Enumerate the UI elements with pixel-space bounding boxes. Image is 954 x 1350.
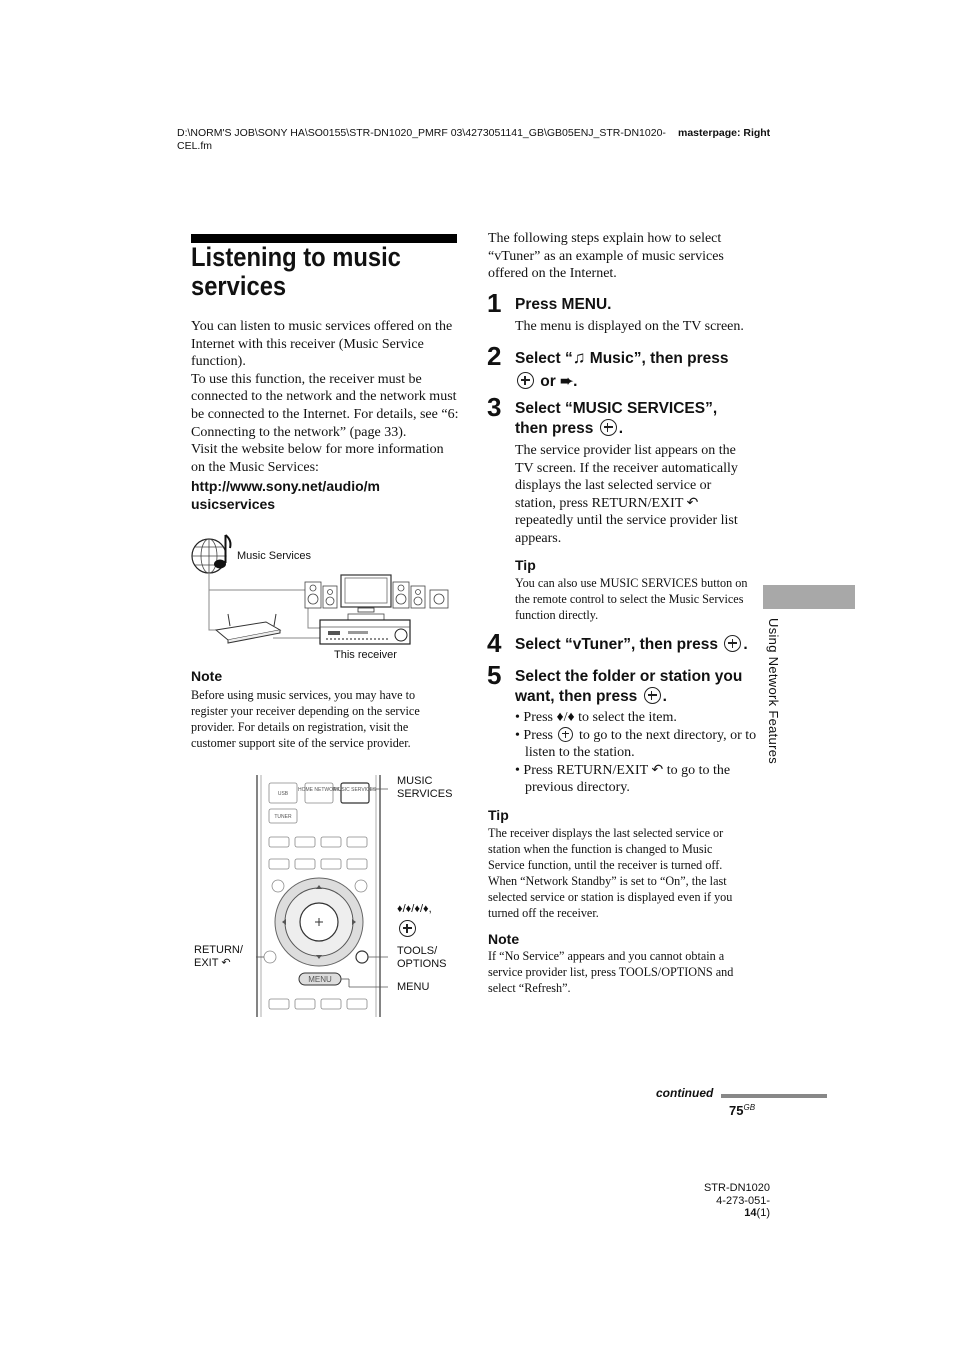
tools-options-callout: TOOLS/ OPTIONS [397, 945, 447, 970]
note-2-heading: Note [488, 931, 520, 947]
step-3-number: 3 [487, 392, 502, 422]
section-label: Using Network Features [766, 618, 781, 765]
receiver-icon [320, 620, 410, 644]
menu-button: MENU [308, 975, 332, 984]
page-number-suffix: GB [743, 1103, 756, 1112]
step-1-number: 1 [487, 288, 502, 318]
intro-paragraph-3: Visit the website below for more information on the Music Services: [191, 442, 444, 475]
header-file-path: D:\NORM'S JOB\SONY HA\SO0155\STR-DN1020_PMRF 03\4273051141_GB\GB05ENJ_STR-DN1020-CEL.fm [177, 127, 666, 152]
enter-icon [724, 635, 741, 652]
page-title: Listening to music services [191, 242, 401, 301]
bullet-select-item: • Press ♦/♦ to select the item. [515, 710, 677, 725]
steps-intro: The following steps explain how to select “vTuner” as an example of music services offered on the Internet. [488, 231, 724, 282]
return-icon: ↶ [686, 495, 699, 511]
music-services-callout: MUSIC SERVICES [397, 775, 453, 800]
right-arrow-icon: ➨ [560, 373, 574, 390]
enter-icon [600, 419, 617, 436]
arrows-callout [397, 903, 432, 938]
tip-2-heading: Tip [488, 807, 509, 823]
music-note-icon: ♫ [572, 348, 586, 367]
note-text: Before using music services, you may have to register your receiver depending on the service provider. For details on registration, visit the customer support site of the service provider. [191, 688, 420, 750]
step-4-number: 4 [487, 628, 502, 658]
return-icon: ↶ [651, 762, 664, 778]
music-services-button: MUSIC SERVICES [333, 787, 377, 793]
section-tab [763, 585, 855, 609]
step-5-number: 5 [487, 660, 502, 690]
remote-control-figure [253, 775, 388, 1020]
enter-icon [399, 920, 416, 937]
website-link[interactable] [191, 477, 459, 513]
step-2-heading: Select “♫ Music”, then press or ➨. [515, 348, 729, 390]
note-2-text: If “No Service” appears and you cannot obtain a service provider list, press TOOLS/OPTIONS and select “Refresh”. [488, 949, 734, 995]
footer-model-code [700, 1182, 770, 1220]
music-services-label: Music Services [237, 550, 311, 562]
step-3-text: The service provider list appears on the TV screen. If the receiver automatically displays the last selected service or station, press RETURN/EXIT ↶ repeatedly until the service provider list appears. [515, 443, 738, 546]
this-receiver-label: This receiver [334, 649, 397, 661]
return-exit-callout [194, 944, 249, 970]
tuner-button: TUNER [274, 814, 292, 820]
page-number: $75^{GB}$ [729, 1103, 756, 1118]
enter-icon [558, 727, 573, 742]
usb-button: USB [277, 791, 289, 797]
return-icon: ↶ [221, 957, 231, 969]
intro-paragraph-2: To use this function, the receiver must be connected to the network and the network must be connected to the Internet. For details, see “6: Connecting to the network” (page 33). [191, 371, 459, 440]
up-down-arrow-icon: ♦/♦ [556, 710, 575, 725]
intro-paragraph-1: You can listen to music services offered on the Internet with this receiver (Music Service function). [191, 319, 453, 370]
tip-2-text: The receiver displays the last selected service or station when the function is changed to Music Service function, until the receiver is turned off. When “Network Standby” is set to “On”, the last selected service or station is displayed even if you turned off the receiver. [488, 826, 733, 920]
step-5-bullets [515, 709, 757, 797]
enter-icon [644, 687, 661, 704]
website-url[interactable]: http://www.sony.net/audio/musicservices [191, 478, 380, 512]
step-1-heading: Press MENU. [515, 296, 612, 313]
note-heading: Note [191, 668, 223, 684]
header-masterpage: masterpage: Right [678, 127, 771, 139]
footer-code: 4-273-051-14(1) [716, 1194, 770, 1219]
return-exit-label: RETURN/ EXIT [194, 944, 243, 969]
tip-1-heading: Tip [515, 557, 536, 573]
tip-1-text: You can also use MUSIC SERVICES button on the remote control to select the Music Services function directly. [515, 576, 748, 622]
tv-icon [341, 575, 391, 612]
menu-callout: MENU [397, 981, 430, 993]
step-5-heading: Select the folder or station you want, then press . [515, 668, 743, 705]
step-4-heading: Select “vTuner”, then press . [515, 636, 748, 653]
step-2-number: 2 [487, 341, 502, 371]
continued-rule [721, 1094, 827, 1098]
continued-label: continued [656, 1086, 714, 1100]
home-network-button: HOME NETWORK [298, 787, 340, 793]
enter-icon [517, 372, 534, 389]
step-1-text: The menu is displayed on the TV screen. [515, 319, 744, 334]
music-services-icon [192, 535, 230, 573]
bullet-next-directory: • Press to go to the next directory, or to listen to the station. [515, 727, 757, 761]
step-3-heading: Select “MUSIC SERVICES”, then press . [515, 400, 718, 437]
router-icon [216, 614, 280, 643]
bullet-previous-directory: • Press RETURN/EXIT ↶ to go to the previous directory. [515, 762, 731, 796]
arrow-keys-label: ♦/♦/♦/♦, [397, 903, 432, 915]
intro-text [191, 318, 459, 476]
footer-model: STR-DN1020 [703, 1182, 770, 1194]
network-diagram [188, 530, 458, 665]
